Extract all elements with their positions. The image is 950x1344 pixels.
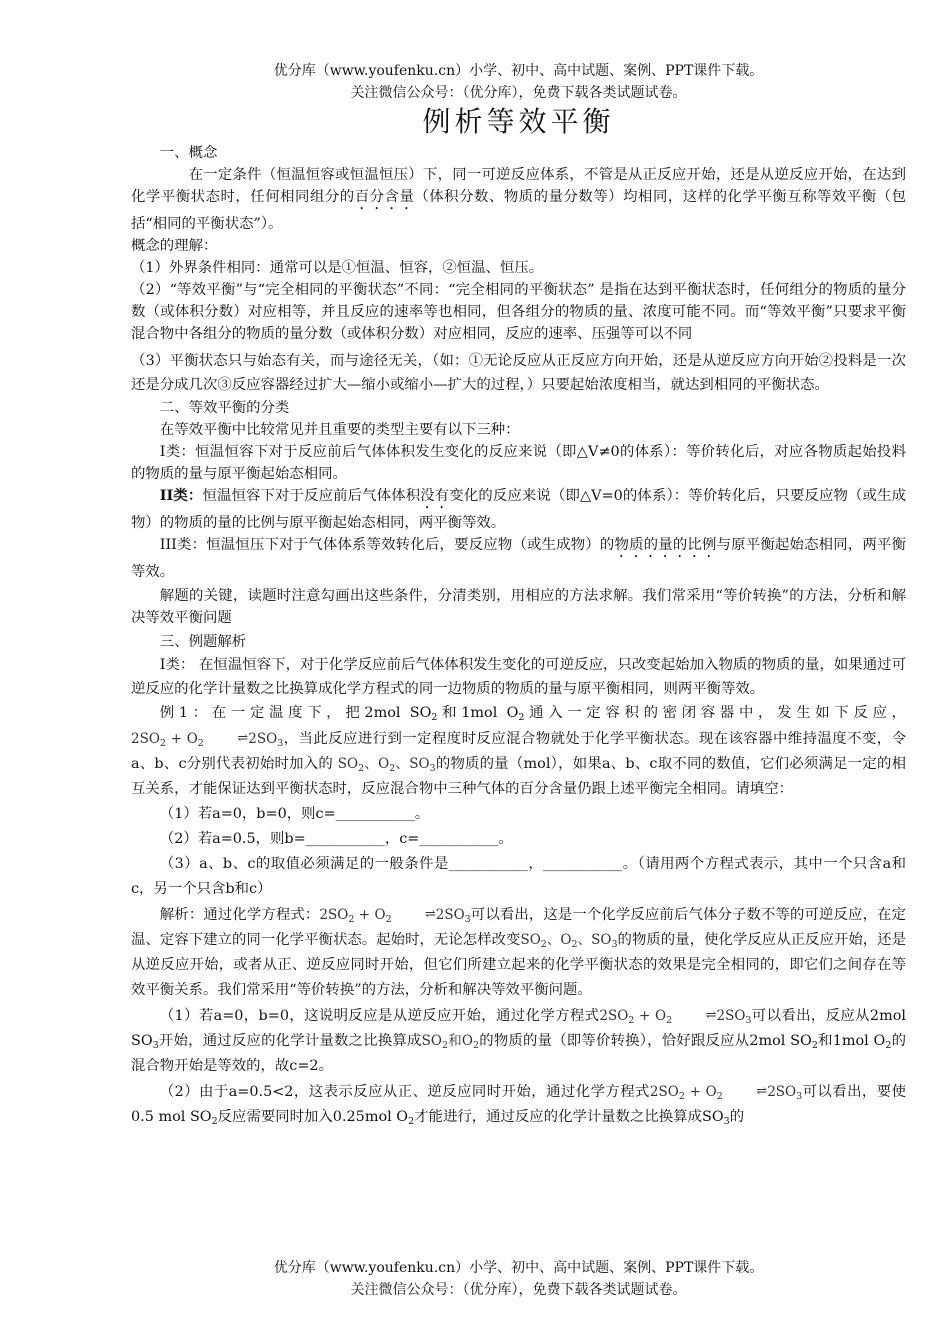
footer-line-1: 优分库（www.youfenku.cn）小学、初中、高中试题、案例、PPT课件下载。: [273, 1260, 764, 1276]
concept-understanding-label: 概念的理解：: [131, 238, 218, 254]
examples-intro: I类： 在恒温恒容下，对于化学反应前后气体体积发生变化的可逆反应，只改变起始加入物质的物质的量，如果通过可逆反应的化学计量数之比换算成化学方程式的同一边物质的物质的量与原平衡相同，则两平衡等效。: [131, 657, 906, 697]
emphasis-no-change: 没有: [420, 488, 450, 504]
concept-item-2: （2）“等效平衡”与“完全相同的平衡状态”不同：“完全相同的平衡状态” 是指在达到平衡状态时，任何组分的物质的量分数（或体积分数）对应相等，并且反应的速率等也相同，但各组分的物质的量、浓度可能不同。而“等效平衡”只要求平衡混合物中各组分的物质的量分数（或体积分数）对应相同，反应的速率、压强等可以不同: [131, 282, 906, 342]
emphasis-mole-ratio: 物质的量的比例: [614, 537, 717, 553]
analysis-paragraph: 解析：通过化学方程式：$2SO_2 + O_2$ $\rightleftharpoons 2SO_3$可以看出，这是一个化学反应前后气体分子数不等的可逆反应，在定温、定容下建立的同一化学平衡状态。起始时，无论怎样改变$SO_2$、$O_2$、$SO_3$的物质的量，使化学反应从正反应开始，还是从逆反应开始，或者从正、逆反应同时开始，但它们所建立起来的化学平衡状态的效果是完全相同的，即它们之间存在等效平衡关系。我们常采用“等价转换”的方法，分析和解决等效平衡问题。: [131, 902, 906, 1003]
example-1-paragraph: 例1：在一定温度下，把2mol $SO_2$和1mol $O_2$通入一定容积的密闭容器中，发生如下反应， $2SO_2 + O_2$ $\rightleftharpoons 2SO_3$，当此反应进行到一定程度时反应混合物就处于化学平衡状态。现在该容器中维持温度不变，令a、b、c分别代表初始时加入的 $SO_2$、$O_2$、$SO_3$的物质的量（mol），如果a、b、c取不同的数值，它们必须满足一定的相互关系，才能保证达到平衡状态时，反应混合物中三种气体的百分含量仍跟上述平衡完全相同。请填空：: [131, 705, 907, 797]
classification-intro: 在等效平衡中比较常见并且重要的类型主要有以下三种：: [159, 422, 520, 438]
solving-key-paragraph: 解题的关键，读题时注意勾画出这些条件，分清类别，用相应的方法求解。我们常采用“等价转换”的方法，分析和解决等效平衡问题: [131, 588, 906, 626]
equilibrium-arrow-icon: ⇌: [705, 1008, 717, 1023]
question-2: （2）若a=0.5，则b=___________，c=___________。: [159, 831, 513, 847]
document-page: [131, 60, 906, 1130]
page-footer: [131, 1257, 906, 1301]
concept-item-1: （1）外界条件相同：通常可以是①恒温、恒容，②恒温、恒压。: [131, 260, 544, 276]
header-line-2: 关注微信公众号：（优分库），免费下载各类试题试卷。: [350, 85, 687, 101]
equilibrium-arrow-icon: ⇌: [756, 1084, 768, 1099]
reaction-equation: $2SO_2 + O_2$ $\rightleftharpoons 2SO_3$: [131, 731, 283, 747]
question-1: （1）若a=0，b=0，则c=___________。: [159, 806, 430, 822]
class-2-paragraph: II类：恒温恒容下对于反应前后气体体积没有变化的反应来说（即△V=0的体系）：等价转化后，只要反应物（或生成物）的物质的量的比例与原平衡起始态相同，两平衡等效。: [131, 487, 906, 531]
concept-item-3: （3）平衡状态只与始态有关，而与途径无关，（如：①无论反应从正反应方向开始，还是从逆反应方向开始②投料是一次还是分成几次③反应容器经过扩大—缩小或缩小—扩大的过程，）只要起始浓度相当，就达到相同的平衡状态。: [131, 353, 906, 393]
emphasis-percent-content: 百分含量: [354, 189, 415, 205]
section-heading-classification: 二、等效平衡的分类: [159, 400, 290, 416]
section-heading-concept: 一、概念: [159, 145, 218, 161]
question-3: （3）a、b、c的取值必须满足的一般条件是___________，___________。（请用两个方程式表示，其中一个只含a和c，另一个只含b和c）: [131, 856, 906, 897]
section-heading-examples: 三、例题解析: [159, 634, 247, 650]
class-3-paragraph: III类：恒温恒压下对于气体体系等效转化后，要反应物（或生成物）的物质的量的比例与原平衡起始态相同，两平衡等效。: [131, 537, 906, 580]
equilibrium-arrow-icon: ⇌: [237, 731, 249, 746]
answer-1-paragraph: （1）若a=0，b=0，这说明反应是从逆反应开始，通过化学方程式$2SO_2 + O_2$ $\rightleftharpoons 2SO_3$可以看出，反应从2mol $SO_3$开始，通过反应的化学计量数之比换算成$SO_2$和$O_2$的物质的量（即等价转换），恰好跟反应从2mol $SO_2$和1mol $O_2$的混合物开始是等效的，故c=2。: [131, 1003, 906, 1079]
footer-line-2: 关注微信公众号：（优分库），免费下载各类试题试卷。: [350, 1282, 687, 1298]
equilibrium-arrow-icon: ⇌: [424, 907, 436, 922]
concept-paragraph: 在一定条件（恒温恒容或恒温恒压）下，同一可逆反应体系，不管是从正反应开始，还是从逆反应开始，在达到化学平衡状态时，任何相同组分的百分含量（体积分数、物质的量分数等）均相同，这样的化学平衡互称等效平衡（包括“相同的平衡状态”）。: [131, 167, 906, 232]
class-1-paragraph: I类：恒温恒容下对于反应前后气体体积发生变化的反应来说（即△V≠0的体系）：等价转化后，对应各物质起始投料的物质的量与原平衡起始态相同。: [131, 444, 906, 482]
page-title: 例析等效平衡: [422, 105, 615, 138]
answer-2-paragraph: （2）由于a=0.5<2，这表示反应从正、逆反应同时开始，通过化学方程式$2SO_2 + O_2$ $\rightleftharpoons 2SO_3$可以看出，要使0.5 mol $SO_2$反应需要同时加入0.25mol $O_2$才能进行，通过反应的化学计量数之比换算成$SO_3$的: [131, 1079, 906, 1130]
header-line-1: 优分库（www.youfenku.cn）小学、初中、高中试题、案例、PPT课件下载。: [273, 63, 764, 79]
